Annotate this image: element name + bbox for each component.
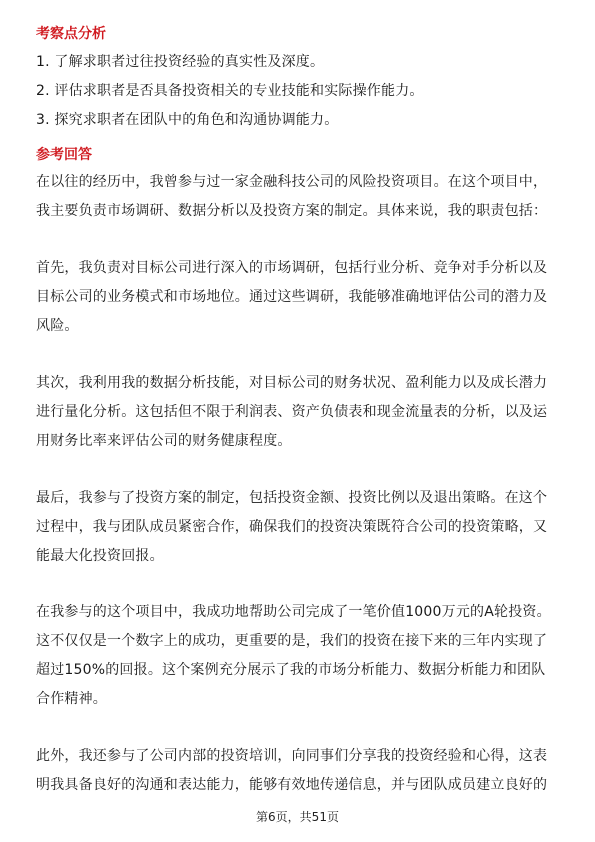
answer-line: 目标公司的业务模式和市场地位。通过这些调研，我能够准确地评估公司的潜力及 [36, 289, 548, 305]
answer-line: 在以往的经历中，我曾参与过一家金融科技公司的风险投资项目。在这个项目中， [36, 174, 548, 190]
analysis-point: 1. 了解求职者过往投资经验的真实性及深度。 [36, 54, 325, 70]
answer-line: 过程中，我与团队成员紧密合作，确保我们的投资决策既符合公司的投资策略，又 [36, 519, 548, 535]
section-heading-answer: 参考回答 [36, 147, 92, 163]
answer-line: 其次，我利用我的数据分析技能，对目标公司的财务状况、盈利能力以及成长潜力 [36, 375, 548, 391]
analysis-point: 3. 探究求职者在团队中的角色和沟通协调能力。 [36, 112, 339, 128]
answer-line: 明我具备良好的沟通和表达能力，能够有效地传递信息，并与团队成员建立良好的 [36, 777, 548, 793]
page-number: 第6页，共51页 [256, 810, 339, 824]
answer-line: 风险。 [36, 318, 79, 334]
answer-line: 合作精神。 [36, 691, 107, 707]
analysis-point: 2. 评估求职者是否具备投资相关的专业技能和实际操作能力。 [36, 83, 424, 99]
answer-line: 用财务比率来评估公司的财务健康程度。 [36, 433, 292, 449]
answer-line: 能最大化投资回报。 [36, 548, 164, 564]
answer-line: 在我参与的这个项目中，我成功地帮助公司完成了一笔价值1000万元的A轮投资。 [36, 604, 551, 620]
section-heading-analysis: 考察点分析 [36, 26, 106, 42]
answer-line: 我主要负责市场调研、数据分析以及投资方案的制定。具体来说，我的职责包括： [36, 203, 548, 219]
answer-line: 首先，我负责对目标公司进行深入的市场调研，包括行业分析、竞争对手分析以及 [36, 260, 548, 276]
answer-line: 进行量化分析。这包括但不限于利润表、资产负债表和现金流量表的分析，以及运 [36, 404, 548, 420]
answer-line: 最后，我参与了投资方案的制定，包括投资金额、投资比例以及退出策略。在这个 [36, 490, 548, 506]
answer-line: 这不仅仅是一个数字上的成功，更重要的是，我们的投资在接下来的三年内实现了 [36, 633, 548, 649]
answer-line: 此外，我还参与了公司内部的投资培训，向同事们分享我的投资经验和心得，这表 [36, 748, 548, 764]
answer-line: 超过150%的回报。这个案例充分展示了我的市场分析能力、数据分析能力和团队 [36, 662, 546, 678]
